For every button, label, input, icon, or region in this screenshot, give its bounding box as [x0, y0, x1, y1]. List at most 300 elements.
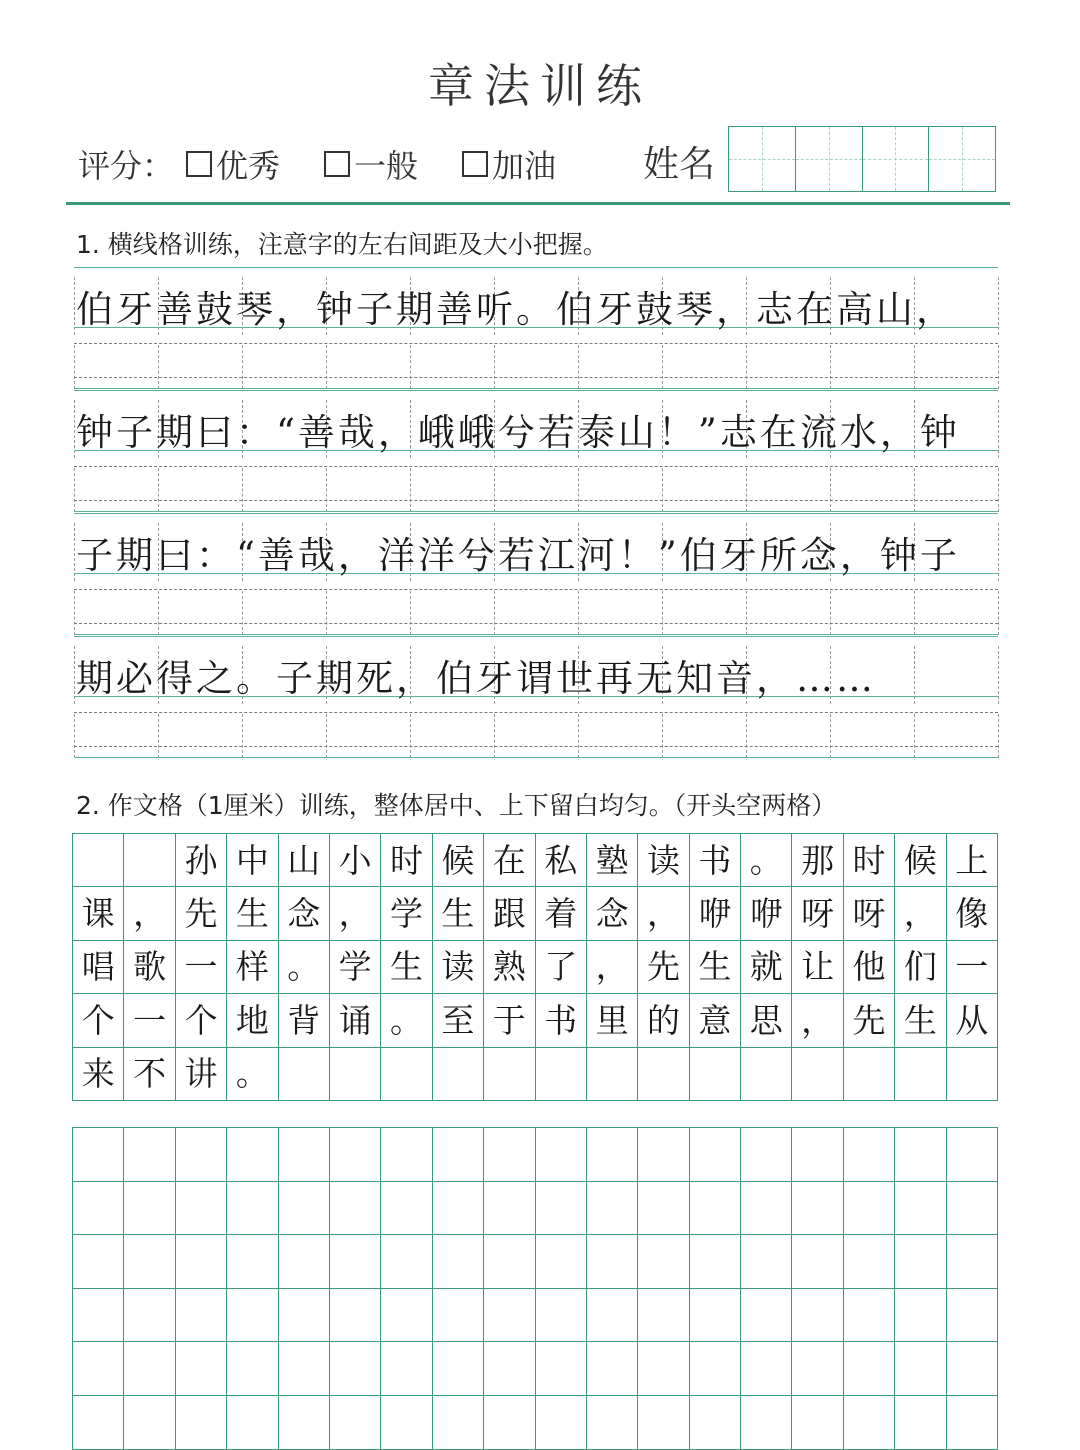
grid-cell: 书: [690, 834, 741, 887]
blank-grid-cell[interactable]: [690, 1289, 741, 1343]
blank-grid-cell[interactable]: [73, 1342, 124, 1396]
guide-line: [74, 390, 998, 391]
blank-grid-cell[interactable]: [947, 1396, 998, 1450]
guide-line: [74, 513, 998, 514]
grid-cell: [587, 1048, 638, 1101]
grid-cell: 像: [947, 887, 998, 940]
blank-grid-cell[interactable]: [792, 1235, 843, 1289]
grid-cell: 个: [176, 994, 227, 1047]
cell-divider: [326, 345, 327, 389]
cell-divider: [242, 714, 243, 758]
guide-line: [74, 388, 998, 389]
cell-divider: [494, 345, 495, 389]
cell-divider: [242, 468, 243, 512]
blank-grid-cell[interactable]: [227, 1342, 278, 1396]
cell-divider: [74, 714, 75, 758]
blank-grid-cell[interactable]: [895, 1182, 946, 1236]
blank-grid-cell[interactable]: [587, 1342, 638, 1396]
composition-grid-filled: [72, 833, 998, 1101]
cell-divider: [494, 714, 495, 758]
blank-grid-cell[interactable]: [484, 1342, 535, 1396]
section2-title: 2. 作文格（1厘米）训练，整体居中、上下留白均匀。（开头空两格）: [76, 791, 837, 820]
blank-grid-cell[interactable]: [73, 1128, 124, 1182]
blank-grid-cell[interactable]: [433, 1289, 484, 1343]
name-cell[interactable]: [729, 127, 796, 191]
cell-divider: [158, 468, 159, 512]
grid-cell: [484, 1048, 535, 1101]
blank-grid-cell[interactable]: [638, 1342, 689, 1396]
cell-divider: [578, 345, 579, 389]
cell-divider: [830, 591, 831, 635]
cell-divider: [578, 468, 579, 512]
grid-cell: 样: [227, 941, 278, 994]
blank-grid-cell[interactable]: [536, 1342, 587, 1396]
grid-cell: 小: [330, 834, 381, 887]
grid-cell: 一: [124, 994, 175, 1047]
blank-grid-cell[interactable]: [895, 1235, 946, 1289]
grid-cell: 生: [381, 941, 432, 994]
score-option-excellent[interactable]: [186, 141, 280, 187]
blank-grid-cell[interactable]: [279, 1396, 330, 1450]
grid-cell: [536, 1048, 587, 1101]
blank-grid-cell[interactable]: [844, 1396, 895, 1450]
blank-grid-cell[interactable]: [792, 1128, 843, 1182]
cell-divider: [746, 714, 747, 758]
grid-cell: 来: [73, 1048, 124, 1101]
grid-cell: 了: [536, 941, 587, 994]
blank-grid-cell[interactable]: [690, 1396, 741, 1450]
blank-grid-cell[interactable]: [330, 1289, 381, 1343]
grid-cell: [792, 1048, 843, 1101]
blank-grid-cell[interactable]: [947, 1235, 998, 1289]
blank-grid-cell[interactable]: [330, 1396, 381, 1450]
grid-cell: 里: [587, 994, 638, 1047]
grid-cell: 读: [638, 834, 689, 887]
blank-grid-cell[interactable]: [433, 1128, 484, 1182]
grid-cell: 个: [73, 994, 124, 1047]
writing-row: [74, 523, 998, 581]
blank-grid-cell[interactable]: [792, 1396, 843, 1450]
score-option-average[interactable]: [324, 141, 418, 187]
blank-grid-cell[interactable]: [433, 1396, 484, 1450]
blank-grid-cell[interactable]: [536, 1235, 587, 1289]
cell-divider: [494, 468, 495, 512]
grid-cell: [433, 1048, 484, 1101]
grid-cell: 学: [381, 887, 432, 940]
practice-row[interactable]: [74, 591, 998, 635]
cell-divider: [158, 591, 159, 635]
cell-divider: [326, 591, 327, 635]
practice-row[interactable]: [74, 714, 998, 758]
name-cell[interactable]: [863, 127, 930, 191]
cell-divider: [830, 468, 831, 512]
grid-cell: 他: [844, 941, 895, 994]
blank-grid-cell[interactable]: [792, 1342, 843, 1396]
cell-divider: [746, 345, 747, 389]
blank-grid-cell[interactable]: [690, 1235, 741, 1289]
cell-divider: [158, 714, 159, 758]
model-text-line: 子期曰：“善哉，洋洋兮若江河！”伯牙所念，钟子: [76, 534, 960, 577]
blank-grid-cell[interactable]: [433, 1342, 484, 1396]
blank-grid-cell[interactable]: [587, 1182, 638, 1236]
blank-grid-cell[interactable]: [844, 1182, 895, 1236]
blank-grid-cell[interactable]: [947, 1289, 998, 1343]
grid-cell: 书: [536, 994, 587, 1047]
cell-divider: [914, 591, 915, 635]
blank-grid-cell[interactable]: [587, 1396, 638, 1450]
grid-cell: [690, 1048, 741, 1101]
checkbox-icon[interactable]: [462, 151, 488, 177]
grid-cell: 候: [433, 834, 484, 887]
grid-cell: 在: [484, 834, 535, 887]
grid-cell: 时: [381, 834, 432, 887]
blank-grid-cell[interactable]: [227, 1182, 278, 1236]
cell-divider: [242, 345, 243, 389]
cell-divider: [830, 345, 831, 389]
blank-grid-cell[interactable]: [176, 1182, 227, 1236]
blank-grid-cell[interactable]: [484, 1289, 535, 1343]
grid-cell: ，: [895, 887, 946, 940]
grid-cell: 时: [844, 834, 895, 887]
blank-grid-cell[interactable]: [176, 1235, 227, 1289]
grid-cell: [947, 1048, 998, 1101]
score-option-label: 优秀: [216, 147, 281, 185]
grid-cell: 着: [536, 887, 587, 940]
blank-grid-cell[interactable]: [124, 1128, 175, 1182]
score-option-label: 一般: [354, 147, 419, 185]
blank-grid-cell[interactable]: [947, 1128, 998, 1182]
blank-grid-cell[interactable]: [741, 1235, 792, 1289]
blank-grid-cell[interactable]: [536, 1182, 587, 1236]
cell-divider: [746, 591, 747, 635]
grid-cell: 们: [895, 941, 946, 994]
grid-cell: 学: [330, 941, 381, 994]
blank-grid-cell[interactable]: [792, 1289, 843, 1343]
cell-divider: [242, 591, 243, 635]
blank-grid-cell[interactable]: [176, 1396, 227, 1450]
grid-cell: 候: [895, 834, 946, 887]
blank-grid-cell[interactable]: [124, 1235, 175, 1289]
cell-divider: [158, 345, 159, 389]
blank-grid-cell[interactable]: [330, 1235, 381, 1289]
grid-cell: 私: [536, 834, 587, 887]
grid-cell: 让: [792, 941, 843, 994]
blank-grid-cell[interactable]: [73, 1235, 124, 1289]
blank-grid-cell[interactable]: [484, 1235, 535, 1289]
grid-cell: 读: [433, 941, 484, 994]
cell-divider: [998, 591, 999, 635]
grid-cell: 一: [947, 941, 998, 994]
blank-grid-cell[interactable]: [227, 1396, 278, 1450]
grid-cell: 就: [741, 941, 792, 994]
grid-cell: 课: [73, 887, 124, 940]
blank-grid-cell[interactable]: [638, 1396, 689, 1450]
grid-cell: 的: [638, 994, 689, 1047]
blank-grid-cell[interactable]: [176, 1128, 227, 1182]
grid-cell: [279, 1048, 330, 1101]
blank-grid-cell[interactable]: [381, 1235, 432, 1289]
grid-cell: 那: [792, 834, 843, 887]
cell-divider: [74, 345, 75, 389]
grid-cell: ，: [792, 994, 843, 1047]
guide-line: [74, 757, 998, 758]
cell-divider: [746, 468, 747, 512]
grid-cell: 咿: [741, 887, 792, 940]
blank-grid-cell[interactable]: [73, 1396, 124, 1450]
blank-grid-cell[interactable]: [73, 1289, 124, 1343]
practice-row[interactable]: [74, 345, 998, 389]
composition-grid-blank[interactable]: [72, 1127, 998, 1450]
grid-cell: 至: [433, 994, 484, 1047]
guide-line: [74, 634, 998, 635]
grid-cell: 意: [690, 994, 741, 1047]
grid-cell: 歌: [124, 941, 175, 994]
cell-divider: [74, 591, 75, 635]
grid-cell: [124, 834, 175, 887]
blank-grid-cell[interactable]: [381, 1182, 432, 1236]
blank-grid-cell[interactable]: [227, 1128, 278, 1182]
blank-grid-cell[interactable]: [587, 1128, 638, 1182]
blank-grid-cell[interactable]: [484, 1182, 535, 1236]
blank-grid-cell[interactable]: [279, 1235, 330, 1289]
cell-divider: [410, 714, 411, 758]
writing-row: [74, 646, 998, 704]
dashed-line: [74, 623, 998, 624]
blank-grid-cell[interactable]: [895, 1128, 946, 1182]
blank-grid-cell[interactable]: [587, 1289, 638, 1343]
grid-cell: 先: [176, 887, 227, 940]
blank-grid-cell[interactable]: [638, 1128, 689, 1182]
grid-cell: [330, 1048, 381, 1101]
grid-cell: 生: [433, 887, 484, 940]
cell-divider: [998, 277, 999, 335]
dashed-line: [74, 746, 998, 747]
grid-cell: 念: [279, 887, 330, 940]
blank-grid-cell[interactable]: [638, 1235, 689, 1289]
name-input-grid[interactable]: [728, 126, 996, 192]
blank-grid-cell[interactable]: [895, 1289, 946, 1343]
model-text-line: 期必得之。子期死，伯牙谓世再无知音，……: [76, 657, 876, 700]
grid-cell: [381, 1048, 432, 1101]
model-text-line: 伯牙善鼓琴，钟子期善听。伯牙鼓琴，志在高山，: [76, 288, 956, 331]
dashed-line: [74, 466, 998, 467]
grid-cell: 生: [895, 994, 946, 1047]
blank-grid-cell[interactable]: [844, 1128, 895, 1182]
cell-divider: [998, 400, 999, 458]
grid-cell: [73, 834, 124, 887]
blank-grid-cell[interactable]: [279, 1342, 330, 1396]
score-label: 评分：: [78, 147, 175, 185]
grid-cell: 跟: [484, 887, 535, 940]
grid-cell: [844, 1048, 895, 1101]
blank-grid-cell[interactable]: [536, 1289, 587, 1343]
dashed-line: [74, 343, 998, 344]
grid-cell: 地: [227, 994, 278, 1047]
grid-cell: 唱: [73, 941, 124, 994]
grid-cell: ，: [587, 941, 638, 994]
blank-grid-cell[interactable]: [844, 1342, 895, 1396]
grid-cell: 塾: [587, 834, 638, 887]
blank-grid-cell[interactable]: [741, 1289, 792, 1343]
grid-cell: 。: [227, 1048, 278, 1101]
blank-grid-cell[interactable]: [536, 1128, 587, 1182]
blank-grid-cell[interactable]: [381, 1128, 432, 1182]
blank-grid-cell[interactable]: [433, 1235, 484, 1289]
blank-grid-cell[interactable]: [638, 1289, 689, 1343]
cell-divider: [830, 714, 831, 758]
blank-grid-cell[interactable]: [536, 1396, 587, 1450]
cell-divider: [662, 345, 663, 389]
grid-cell: 背: [279, 994, 330, 1047]
page-title: 章法训练: [428, 59, 652, 113]
blank-grid-cell[interactable]: [741, 1128, 792, 1182]
grid-cell: [895, 1048, 946, 1101]
blank-grid-cell[interactable]: [792, 1182, 843, 1236]
blank-grid-cell[interactable]: [484, 1128, 535, 1182]
blank-grid-cell[interactable]: [433, 1182, 484, 1236]
blank-grid-cell[interactable]: [73, 1182, 124, 1236]
blank-grid-cell[interactable]: [176, 1289, 227, 1343]
cell-divider: [998, 646, 999, 704]
blank-grid-cell[interactable]: [330, 1342, 381, 1396]
grid-cell: 先: [844, 994, 895, 1047]
cell-divider: [578, 591, 579, 635]
header-divider: [66, 202, 1010, 205]
grid-cell: 从: [947, 994, 998, 1047]
checkbox-icon[interactable]: [324, 151, 350, 177]
grid-cell: ，: [638, 887, 689, 940]
grid-cell: [741, 1048, 792, 1101]
checkbox-icon[interactable]: [186, 151, 212, 177]
name-cell[interactable]: [929, 127, 995, 191]
model-text-line: 钟子期曰：“善哉，峨峨兮若泰山！”志在流水，钟: [76, 411, 960, 454]
dashed-line: [74, 377, 998, 378]
cell-divider: [662, 468, 663, 512]
cell-divider: [410, 468, 411, 512]
grid-cell: 呀: [844, 887, 895, 940]
cell-divider: [998, 468, 999, 512]
cell-divider: [74, 468, 75, 512]
blank-grid-cell[interactable]: [227, 1235, 278, 1289]
blank-grid-cell[interactable]: [484, 1396, 535, 1450]
grid-cell: ，: [330, 887, 381, 940]
blank-grid-cell[interactable]: [124, 1396, 175, 1450]
blank-grid-cell[interactable]: [690, 1342, 741, 1396]
blank-grid-cell[interactable]: [381, 1289, 432, 1343]
dashed-line: [74, 712, 998, 713]
section1-title: 1. 横线格训练，注意字的左右间距及大小把握。: [76, 230, 608, 259]
cell-divider: [914, 468, 915, 512]
blank-grid-cell[interactable]: [279, 1182, 330, 1236]
grid-cell: 。: [741, 834, 792, 887]
blank-grid-cell[interactable]: [381, 1396, 432, 1450]
guide-line: [74, 267, 998, 268]
guide-line: [74, 636, 998, 637]
grid-cell: 讲: [176, 1048, 227, 1101]
cell-divider: [662, 591, 663, 635]
grid-cell: 呀: [792, 887, 843, 940]
blank-grid-cell[interactable]: [844, 1235, 895, 1289]
grid-cell: 。: [279, 941, 330, 994]
cell-divider: [998, 714, 999, 758]
cell-divider: [914, 714, 915, 758]
blank-grid-cell[interactable]: [895, 1396, 946, 1450]
blank-grid-cell[interactable]: [381, 1342, 432, 1396]
grid-cell: 诵: [330, 994, 381, 1047]
grid-cell: 生: [690, 941, 741, 994]
grid-cell: 咿: [690, 887, 741, 940]
grid-cell: 。: [381, 994, 432, 1047]
blank-grid-cell[interactable]: [330, 1128, 381, 1182]
grid-cell: 生: [227, 887, 278, 940]
blank-grid-cell[interactable]: [947, 1342, 998, 1396]
cell-divider: [410, 345, 411, 389]
name-cell[interactable]: [796, 127, 863, 191]
blank-grid-cell[interactable]: [741, 1182, 792, 1236]
writing-row: [74, 400, 998, 458]
blank-grid-cell[interactable]: [690, 1182, 741, 1236]
cell-divider: [578, 714, 579, 758]
blank-grid-cell[interactable]: [124, 1182, 175, 1236]
blank-grid-cell[interactable]: [330, 1182, 381, 1236]
blank-grid-cell[interactable]: [279, 1289, 330, 1343]
blank-grid-cell[interactable]: [587, 1235, 638, 1289]
blank-grid-cell[interactable]: [690, 1128, 741, 1182]
cell-divider: [326, 468, 327, 512]
blank-grid-cell[interactable]: [124, 1342, 175, 1396]
grid-cell: 于: [484, 994, 535, 1047]
practice-row[interactable]: [74, 468, 998, 512]
grid-cell: 中: [227, 834, 278, 887]
cell-divider: [998, 345, 999, 389]
dashed-line: [74, 589, 998, 590]
blank-grid-cell[interactable]: [227, 1289, 278, 1343]
blank-grid-cell[interactable]: [279, 1128, 330, 1182]
grid-cell: [638, 1048, 689, 1101]
blank-grid-cell[interactable]: [844, 1289, 895, 1343]
blank-grid-cell[interactable]: [638, 1182, 689, 1236]
grid-cell: 思: [741, 994, 792, 1047]
grid-cell: 一: [176, 941, 227, 994]
blank-grid-cell[interactable]: [741, 1396, 792, 1450]
grid-cell: 山: [279, 834, 330, 887]
cell-divider: [410, 591, 411, 635]
grid-cell: 孙: [176, 834, 227, 887]
cell-divider: [914, 345, 915, 389]
cell-divider: [326, 714, 327, 758]
blank-grid-cell[interactable]: [741, 1342, 792, 1396]
blank-grid-cell[interactable]: [947, 1182, 998, 1236]
cell-divider: [998, 523, 999, 581]
writing-row: [74, 277, 998, 335]
grid-cell: ，: [124, 887, 175, 940]
dashed-line: [74, 500, 998, 501]
blank-grid-cell[interactable]: [176, 1342, 227, 1396]
grid-cell: 先: [638, 941, 689, 994]
score-row: [78, 140, 600, 188]
score-option-cheer[interactable]: [462, 141, 556, 187]
guide-line: [74, 511, 998, 512]
grid-cell: 不: [124, 1048, 175, 1101]
cell-divider: [662, 714, 663, 758]
grid-cell: 熟: [484, 941, 535, 994]
grid-cell: 念: [587, 887, 638, 940]
blank-grid-cell[interactable]: [895, 1342, 946, 1396]
score-option-label: 加油: [492, 147, 557, 185]
grid-cell: 上: [947, 834, 998, 887]
cell-divider: [494, 591, 495, 635]
blank-grid-cell[interactable]: [124, 1289, 175, 1343]
